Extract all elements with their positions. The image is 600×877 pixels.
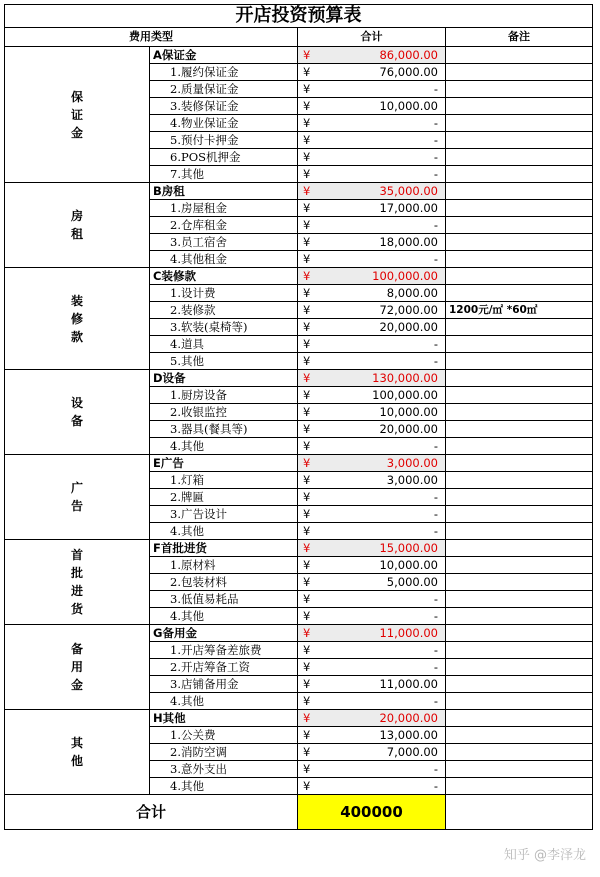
note-cell: [446, 472, 593, 489]
item-amount: 3,000.00: [386, 473, 438, 487]
item-label: 3.器具(餐具等): [150, 421, 298, 438]
item-amount: -: [433, 167, 438, 181]
currency-symbol: ¥: [303, 337, 311, 351]
currency-symbol: ¥: [303, 779, 311, 793]
item-label: 3.软装(桌椅等): [150, 319, 298, 336]
item-label: 3.广告设计: [150, 506, 298, 523]
item-label: 4.其他: [150, 608, 298, 625]
item-label: 2.仓库租金: [150, 217, 298, 234]
currency-symbol: ¥: [303, 694, 311, 708]
item-amount: 100,000.00: [372, 388, 438, 402]
group-label: C装修款: [150, 268, 298, 285]
item-label: 1.原材料: [150, 557, 298, 574]
item-label: 1.开店筹备差旅费: [150, 642, 298, 659]
item-label: 3.店铺备用金: [150, 676, 298, 693]
item-label: 4.其他: [150, 693, 298, 710]
item-amount-cell: [298, 404, 446, 421]
category-cell: [5, 47, 150, 183]
item-label: 4.其他: [150, 438, 298, 455]
note-cell: [446, 98, 593, 115]
item-label: 3.装修保证金: [150, 98, 298, 115]
item-amount-cell: [298, 557, 446, 574]
category-label: 首批进货: [70, 548, 83, 616]
group-label: D设备: [150, 370, 298, 387]
currency-symbol: ¥: [303, 711, 311, 725]
note-cell: [446, 489, 593, 506]
group-amount-cell: [298, 540, 446, 557]
sheet-title: 开店投资预算表: [5, 5, 593, 28]
item-amount: -: [433, 252, 438, 266]
note-cell: [446, 625, 593, 642]
group-amount-cell: [298, 183, 446, 200]
item-amount: 8,000.00: [386, 286, 438, 300]
item-amount-cell: [298, 574, 446, 591]
item-amount-cell: [298, 421, 446, 438]
note-cell: [446, 506, 593, 523]
category-label: 备用金: [70, 642, 83, 692]
currency-symbol: ¥: [303, 303, 311, 317]
item-amount: -: [433, 592, 438, 606]
currency-symbol: ¥: [303, 643, 311, 657]
note-cell: [446, 234, 593, 251]
item-amount: -: [433, 660, 438, 674]
item-amount: -: [433, 779, 438, 793]
currency-symbol: ¥: [303, 677, 311, 691]
note-cell: [446, 47, 593, 64]
item-amount: 72,000.00: [379, 303, 438, 317]
item-amount: -: [433, 694, 438, 708]
item-amount-cell: [298, 115, 446, 132]
note-cell: [446, 455, 593, 472]
category-cell: [5, 625, 150, 710]
item-amount: 11,000.00: [379, 677, 438, 691]
currency-symbol: ¥: [303, 490, 311, 504]
group-amount: 3,000.00: [386, 456, 438, 470]
currency-symbol: ¥: [303, 133, 311, 147]
item-amount-cell: [298, 200, 446, 217]
note-cell: 1200元/㎡ *60㎡: [446, 302, 593, 319]
item-amount-cell: [298, 319, 446, 336]
item-amount: 10,000.00: [379, 99, 438, 113]
currency-symbol: ¥: [303, 728, 311, 742]
item-label: 3.意外支出: [150, 761, 298, 778]
total-row: [5, 795, 593, 830]
group-amount-cell: [298, 47, 446, 64]
group-row: [5, 47, 593, 64]
category-cell: [5, 268, 150, 370]
item-amount-cell: [298, 778, 446, 795]
item-amount: 10,000.00: [379, 558, 438, 572]
currency-symbol: ¥: [303, 320, 311, 334]
group-label: E广告: [150, 455, 298, 472]
currency-symbol: ¥: [303, 99, 311, 113]
item-amount-cell: [298, 676, 446, 693]
item-label: 2.牌匾: [150, 489, 298, 506]
category-cell: [5, 455, 150, 540]
currency-symbol: ¥: [303, 286, 311, 300]
group-label: G备用金: [150, 625, 298, 642]
item-amount-cell: [298, 98, 446, 115]
item-amount: 5,000.00: [386, 575, 438, 589]
category-label: 房租: [70, 209, 83, 241]
budget-sheet: [4, 4, 592, 830]
group-amount: 35,000.00: [379, 184, 438, 198]
item-amount-cell: [298, 81, 446, 98]
item-amount-cell: [298, 353, 446, 370]
currency-symbol: ¥: [303, 371, 311, 385]
item-label: 2.包装材料: [150, 574, 298, 591]
currency-symbol: ¥: [303, 507, 311, 521]
note-cell: [446, 336, 593, 353]
currency-symbol: ¥: [303, 609, 311, 623]
currency-symbol: ¥: [303, 422, 311, 436]
currency-symbol: ¥: [303, 524, 311, 538]
total-value: 400000: [298, 795, 446, 830]
total-note-cell: [446, 795, 593, 830]
note-cell: [446, 523, 593, 540]
currency-symbol: ¥: [303, 456, 311, 470]
note-cell: [446, 574, 593, 591]
group-row: [5, 710, 593, 727]
item-amount-cell: [298, 302, 446, 319]
note-cell: [446, 642, 593, 659]
item-amount: -: [433, 133, 438, 147]
note-cell: [446, 370, 593, 387]
item-amount: 13,000.00: [379, 728, 438, 742]
item-amount-cell: [298, 336, 446, 353]
item-label: 1.履约保证金: [150, 64, 298, 81]
item-label: 5.预付卡押金: [150, 132, 298, 149]
header-total: 合计: [298, 28, 446, 47]
item-amount-cell: [298, 234, 446, 251]
item-amount: -: [433, 439, 438, 453]
item-label: 2.消防空调: [150, 744, 298, 761]
item-label: 2.收银监控: [150, 404, 298, 421]
group-amount-cell: [298, 455, 446, 472]
budget-rows: [5, 47, 593, 795]
group-amount-cell: [298, 625, 446, 642]
category-label: 广告: [70, 481, 83, 513]
note-cell: [446, 591, 593, 608]
item-amount-cell: [298, 659, 446, 676]
item-amount-cell: [298, 132, 446, 149]
note-cell: [446, 149, 593, 166]
currency-symbol: ¥: [303, 65, 311, 79]
item-amount: -: [433, 524, 438, 538]
item-label: 1.房屋租金: [150, 200, 298, 217]
currency-symbol: ¥: [303, 388, 311, 402]
item-label: 5.其他: [150, 353, 298, 370]
item-amount: 20,000.00: [379, 422, 438, 436]
item-amount: -: [433, 82, 438, 96]
note-cell: [446, 64, 593, 81]
item-amount-cell: [298, 166, 446, 183]
category-label: 设备: [70, 396, 83, 428]
currency-symbol: ¥: [303, 201, 311, 215]
group-amount: 15,000.00: [379, 541, 438, 555]
currency-symbol: ¥: [303, 167, 311, 181]
item-label: 4.其他: [150, 778, 298, 795]
note-cell: [446, 744, 593, 761]
group-row: [5, 268, 593, 285]
item-amount: -: [433, 337, 438, 351]
item-amount-cell: [298, 387, 446, 404]
note-cell: [446, 200, 593, 217]
note-cell: [446, 676, 593, 693]
item-amount: 76,000.00: [379, 65, 438, 79]
item-label: 3.低值易耗品: [150, 591, 298, 608]
item-amount-cell: [298, 761, 446, 778]
item-label: 4.其他租金: [150, 251, 298, 268]
note-cell: [446, 268, 593, 285]
item-amount: -: [433, 643, 438, 657]
item-amount: 17,000.00: [379, 201, 438, 215]
note-cell: [446, 438, 593, 455]
note-cell: [446, 319, 593, 336]
note-cell: [446, 81, 593, 98]
note-cell: [446, 115, 593, 132]
note-cell: [446, 540, 593, 557]
item-label: 3.员工宿舍: [150, 234, 298, 251]
category-cell: [5, 183, 150, 268]
item-amount: -: [433, 507, 438, 521]
item-label: 1.灯箱: [150, 472, 298, 489]
currency-symbol: ¥: [303, 235, 311, 249]
item-amount-cell: [298, 251, 446, 268]
header-note: 备注: [446, 28, 593, 47]
item-label: 6.POS机押金: [150, 149, 298, 166]
item-amount: -: [433, 609, 438, 623]
group-amount-cell: [298, 268, 446, 285]
item-label: 1.设计费: [150, 285, 298, 302]
item-label: 7.其他: [150, 166, 298, 183]
item-amount: -: [433, 218, 438, 232]
currency-symbol: ¥: [303, 626, 311, 640]
group-amount: 11,000.00: [379, 626, 438, 640]
item-amount-cell: [298, 217, 446, 234]
item-amount-cell: [298, 438, 446, 455]
group-label: H其他: [150, 710, 298, 727]
category-cell: [5, 370, 150, 455]
item-amount: 18,000.00: [379, 235, 438, 249]
group-amount: 130,000.00: [372, 371, 438, 385]
category-label: 装修款: [70, 293, 83, 344]
item-amount-cell: [298, 642, 446, 659]
group-amount-cell: [298, 710, 446, 727]
note-cell: [446, 557, 593, 574]
currency-symbol: ¥: [303, 592, 311, 606]
note-cell: [446, 727, 593, 744]
item-amount: 20,000.00: [379, 320, 438, 334]
group-label: F首批进货: [150, 540, 298, 557]
currency-symbol: ¥: [303, 218, 311, 232]
currency-symbol: ¥: [303, 558, 311, 572]
note-cell: [446, 217, 593, 234]
group-amount: 100,000.00: [372, 269, 438, 283]
group-amount-cell: [298, 370, 446, 387]
currency-symbol: ¥: [303, 82, 311, 96]
watermark-text: 知乎 @李泽龙: [503, 848, 586, 863]
item-amount-cell: [298, 608, 446, 625]
currency-symbol: ¥: [303, 48, 311, 62]
group-row: [5, 540, 593, 557]
category-label: 保证金: [70, 89, 83, 140]
note-cell: [446, 353, 593, 370]
item-amount-cell: [298, 693, 446, 710]
item-amount: -: [433, 354, 438, 368]
item-amount-cell: [298, 64, 446, 81]
header-type: 费用类型: [5, 28, 298, 47]
note-cell: [446, 251, 593, 268]
note-cell: [446, 761, 593, 778]
note-cell: [446, 608, 593, 625]
item-amount: -: [433, 116, 438, 130]
group-row: [5, 625, 593, 642]
item-amount-cell: [298, 489, 446, 506]
item-amount-cell: [298, 591, 446, 608]
currency-symbol: ¥: [303, 269, 311, 283]
currency-symbol: ¥: [303, 354, 311, 368]
total-label: 合计: [5, 795, 298, 830]
currency-symbol: ¥: [303, 405, 311, 419]
item-label: 4.道具: [150, 336, 298, 353]
item-amount: -: [433, 150, 438, 164]
item-amount: -: [433, 762, 438, 776]
currency-symbol: ¥: [303, 575, 311, 589]
item-label: 4.物业保证金: [150, 115, 298, 132]
item-amount-cell: [298, 149, 446, 166]
note-cell: [446, 778, 593, 795]
category-cell: [5, 710, 150, 795]
group-amount: 20,000.00: [379, 711, 438, 725]
currency-symbol: ¥: [303, 660, 311, 674]
note-cell: [446, 404, 593, 421]
currency-symbol: ¥: [303, 473, 311, 487]
currency-symbol: ¥: [303, 745, 311, 759]
currency-symbol: ¥: [303, 252, 311, 266]
item-amount-cell: [298, 472, 446, 489]
note-cell: [446, 387, 593, 404]
item-amount: -: [433, 490, 438, 504]
note-cell: [446, 166, 593, 183]
group-label: A保证金: [150, 47, 298, 64]
group-row: [5, 455, 593, 472]
currency-symbol: ¥: [303, 184, 311, 198]
item-amount-cell: [298, 523, 446, 540]
currency-symbol: ¥: [303, 439, 311, 453]
note-cell: [446, 421, 593, 438]
group-amount: 86,000.00: [379, 48, 438, 62]
currency-symbol: ¥: [303, 116, 311, 130]
item-amount-cell: [298, 727, 446, 744]
currency-symbol: ¥: [303, 150, 311, 164]
category-label: 其他: [70, 736, 83, 768]
note-cell: [446, 132, 593, 149]
budget-table: [4, 4, 593, 830]
group-row: [5, 183, 593, 200]
item-label: 4.其他: [150, 523, 298, 540]
item-amount-cell: [298, 744, 446, 761]
currency-symbol: ¥: [303, 762, 311, 776]
note-cell: [446, 693, 593, 710]
note-cell: [446, 659, 593, 676]
note-cell: [446, 710, 593, 727]
item-label: 2.装修款: [150, 302, 298, 319]
item-label: 2.质量保证金: [150, 81, 298, 98]
item-amount-cell: [298, 506, 446, 523]
item-amount: 10,000.00: [379, 405, 438, 419]
note-cell: [446, 183, 593, 200]
item-label: 2.开店筹备工资: [150, 659, 298, 676]
item-amount-cell: [298, 285, 446, 302]
item-label: 1.厨房设备: [150, 387, 298, 404]
group-row: [5, 370, 593, 387]
category-cell: [5, 540, 150, 625]
item-amount: 7,000.00: [386, 745, 438, 759]
currency-symbol: ¥: [303, 541, 311, 555]
item-label: 1.公关费: [150, 727, 298, 744]
group-label: B房租: [150, 183, 298, 200]
note-cell: [446, 285, 593, 302]
